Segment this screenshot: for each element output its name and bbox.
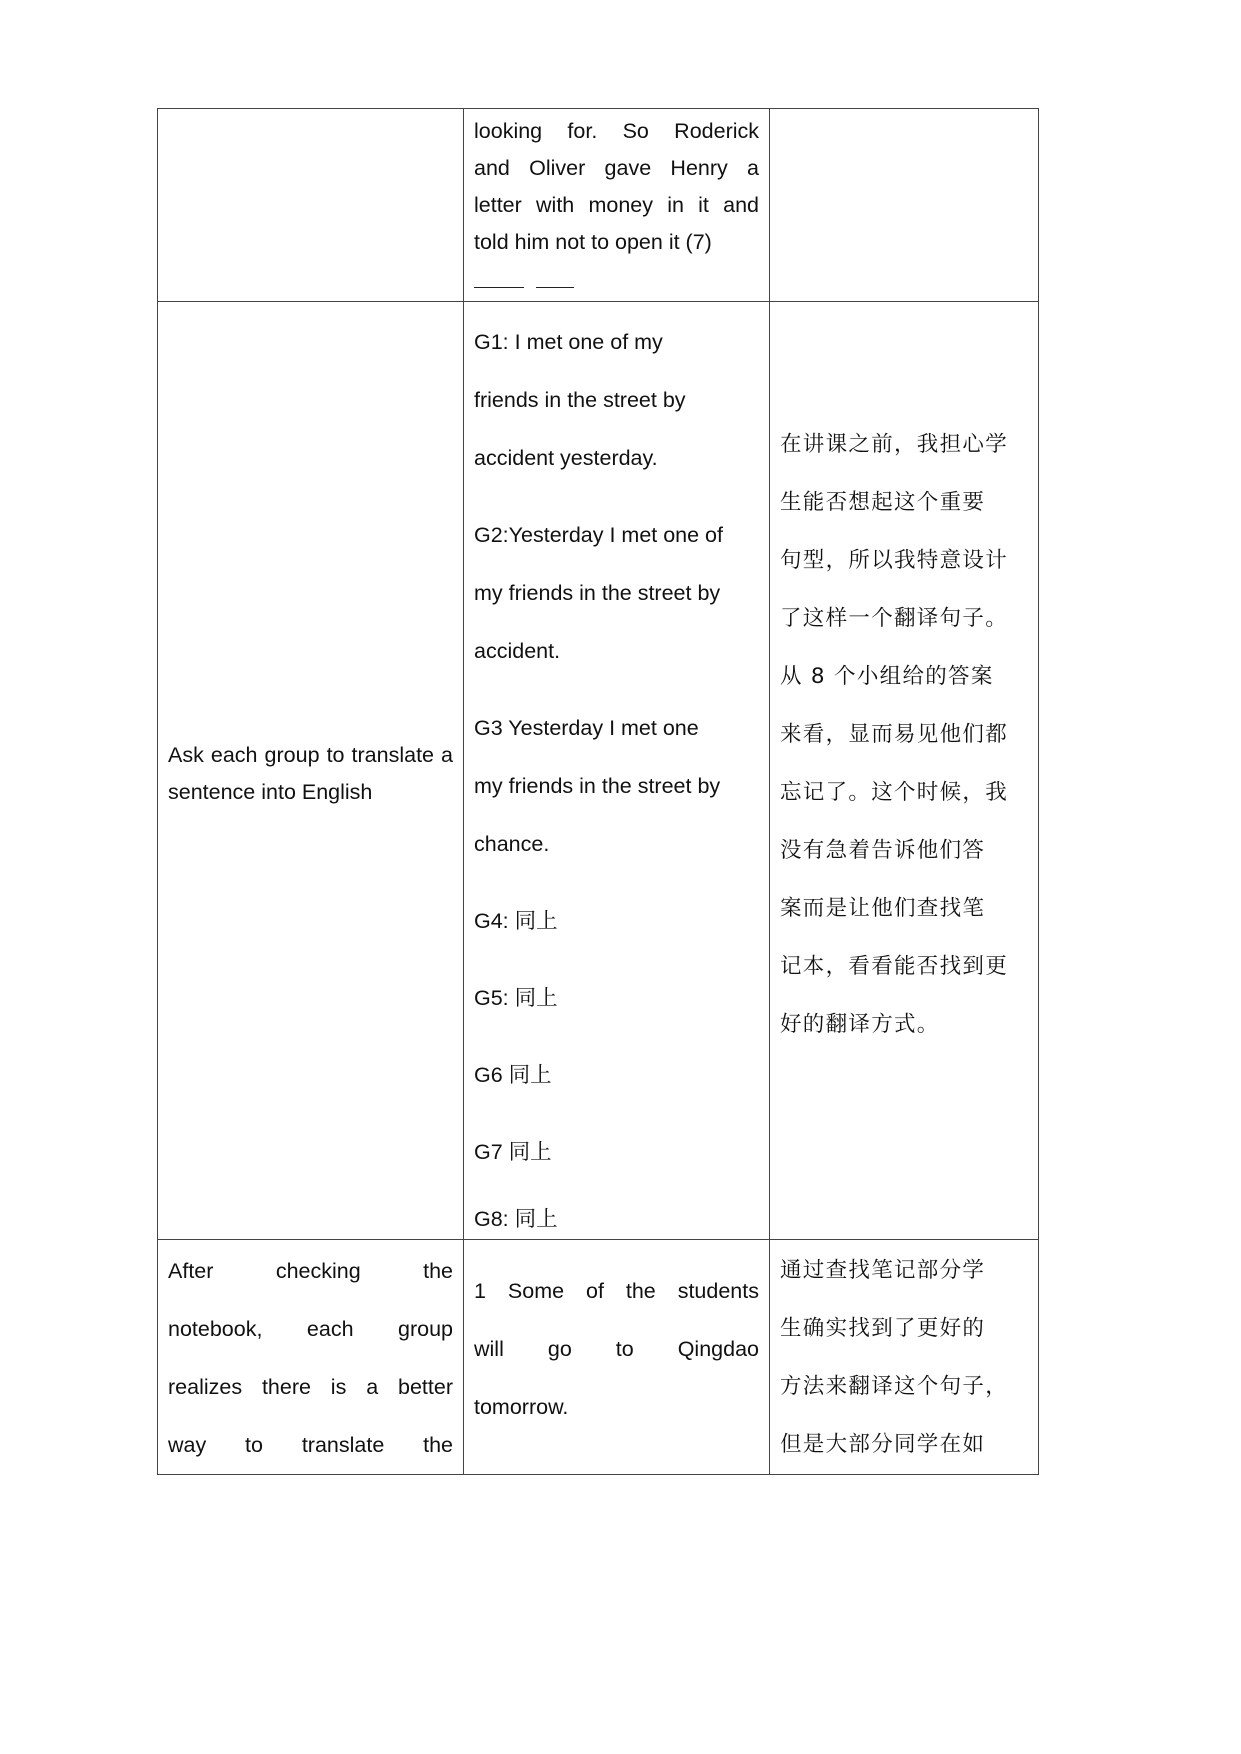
- reflection-cell: [770, 302, 1039, 1240]
- activity-cell: [158, 109, 464, 302]
- reflection-line: 忘记了。这个时候，我: [780, 780, 1009, 805]
- reflection-line: 在讲课之前，我担心学: [780, 432, 1009, 457]
- answer-line: accident.: [474, 639, 561, 663]
- answer-line: G1: I met one of my: [474, 330, 663, 354]
- text-line: told him not to open it (7): [474, 230, 712, 254]
- answer-line: G2:Yesterday I met one of: [474, 523, 723, 547]
- reflection-line: 生能否想起这个重要: [780, 490, 986, 515]
- reflection-line: 生确实找到了更好的: [780, 1316, 986, 1341]
- activity-line: notebook, each group: [168, 1317, 453, 1341]
- text-line: and Oliver gave Henry a: [474, 156, 759, 180]
- content-cell: [464, 109, 770, 302]
- activity-cell: [158, 1240, 464, 1475]
- table-row: [158, 109, 1039, 302]
- answer-line: friends in the street by: [474, 388, 686, 412]
- answer-line: my friends in the street by: [474, 581, 721, 605]
- table-row: [158, 1240, 1039, 1475]
- activity-line: After checking the: [168, 1259, 453, 1283]
- reflection-line: 案而是让他们查找笔: [780, 896, 986, 921]
- reflection-cell: [770, 1240, 1039, 1475]
- text-line: looking for. So Roderick: [474, 119, 759, 143]
- reflection-line: 来看，显而易见他们都: [780, 722, 1009, 747]
- activity-line: way to translate the: [168, 1433, 453, 1457]
- example-line: tomorrow.: [474, 1395, 569, 1419]
- blank-underline: [536, 273, 574, 288]
- answers-cell: [464, 302, 770, 1240]
- reflection-line: 但是大部分同学在如: [780, 1432, 986, 1457]
- reflection-line: 记本，看看能否找到更: [780, 954, 1009, 979]
- answer-blank: [474, 261, 759, 301]
- answer-line: G4: 同上: [474, 909, 558, 933]
- reflection-line: 没有急着告诉他们答: [780, 838, 986, 863]
- answer-line: G6 同上: [474, 1063, 552, 1087]
- lesson-table: [157, 108, 1039, 1475]
- activity-cell: [158, 302, 464, 1240]
- answer-line: G3 Yesterday I met one: [474, 716, 699, 740]
- example-line: 1 Some of the students: [474, 1279, 759, 1303]
- reflection-line: 通过查找笔记部分学: [780, 1258, 986, 1283]
- activity-text: Ask each group to translate a sentence into English: [168, 742, 453, 804]
- reflection-line: 好的翻译方式。: [780, 1012, 940, 1037]
- text-line: letter with money in it and: [474, 193, 759, 217]
- answer-line: G7 同上: [474, 1140, 552, 1164]
- answer-line: chance.: [474, 832, 550, 856]
- example-line: will go to Qingdao: [474, 1337, 759, 1361]
- blank-underline: [474, 273, 524, 288]
- reflection-line: 方法来翻译这个句子，: [780, 1374, 1009, 1399]
- table-row: [158, 302, 1039, 1240]
- reflection-line: 句型，所以我特意设计: [780, 548, 1009, 573]
- reflection-line: 从 8 个小组给的答案: [780, 664, 994, 689]
- answer-line: G5: 同上: [474, 986, 558, 1010]
- reflection-line: 了这样一个翻译句子。: [780, 606, 1009, 631]
- reflection-cell: [770, 109, 1039, 302]
- answer-line: my friends in the street by: [474, 774, 721, 798]
- example-cell: [464, 1240, 770, 1475]
- activity-line: realizes there is a better: [168, 1375, 453, 1399]
- answer-line: G8: 同上: [474, 1207, 558, 1231]
- answer-line: accident yesterday.: [474, 446, 658, 470]
